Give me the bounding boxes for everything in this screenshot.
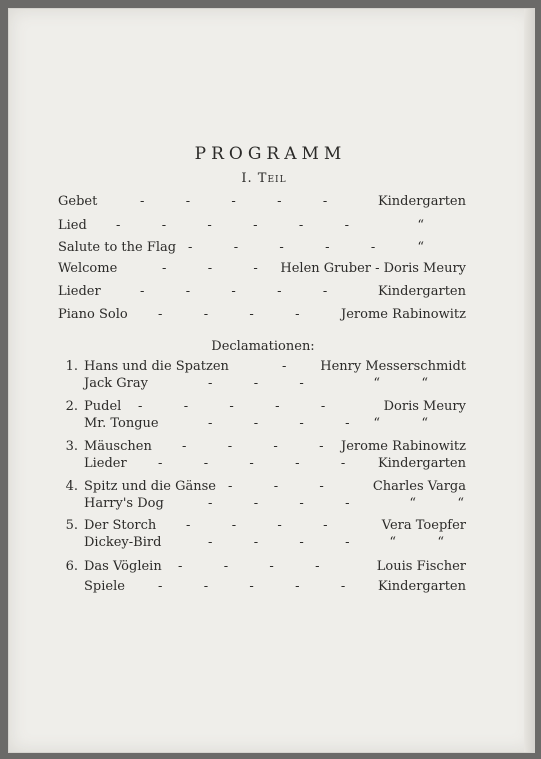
declamation-performer: Vera Toepfer	[381, 518, 466, 533]
program-row	[58, 261, 466, 279]
declamation-item: Hans und die Spatzen	[84, 359, 229, 374]
program-row	[58, 240, 424, 258]
declamation-row	[62, 359, 466, 377]
declamation-performer: Jerome Rabinowitz	[341, 439, 466, 454]
leader-dashes: - - -	[162, 261, 258, 276]
declamation-performer: Louis Fischer	[376, 559, 466, 574]
program-item: Salute to the Flag	[58, 240, 177, 255]
program-item: Gebet	[58, 194, 98, 209]
ditto-marks: “ “	[389, 535, 444, 550]
declamation-performer: Charles Varga	[372, 479, 466, 494]
declamation-row	[62, 559, 466, 577]
declamation-performer: Kindergarten	[377, 456, 466, 471]
declamation-number: 1.	[65, 359, 78, 374]
leader-dashes: - - - - -	[140, 284, 328, 299]
declamation-subrow	[84, 416, 428, 434]
declamation-item: Das Vöglein	[84, 559, 162, 574]
declamation-item: Dickey-Bird	[84, 535, 162, 550]
declamation-item: Der Storch	[84, 518, 157, 533]
leader-dashes: - - - - -	[138, 399, 326, 414]
ditto-marks: “ “	[373, 416, 428, 431]
declamation-subrow	[84, 579, 466, 597]
ditto-marks: “ “	[373, 376, 428, 391]
leader-dashes: -	[282, 359, 287, 374]
declamation-row	[62, 518, 466, 536]
program-performer: Kindergarten	[377, 284, 466, 299]
declamation-item: Mr. Tongue	[84, 416, 159, 431]
leader-dashes: - - - -	[158, 307, 300, 322]
declamation-number: 6.	[65, 559, 78, 574]
program-item: Lieder	[58, 284, 101, 299]
declamation-subrow	[84, 376, 428, 394]
leader-dashes: - - - - -	[140, 194, 328, 209]
leader-dashes: - - - -	[186, 518, 328, 533]
declamation-row	[62, 439, 466, 457]
declamation-row	[62, 479, 466, 497]
declamation-item: Spitz und die Gänse	[84, 479, 216, 494]
declamation-number: 4.	[65, 479, 78, 494]
leader-dashes: - - - - -	[158, 456, 346, 471]
program-row	[58, 194, 466, 212]
declamation-item: Mäuschen	[84, 439, 152, 454]
declamation-item: Spiele	[84, 579, 125, 594]
declamation-subrow	[84, 456, 466, 474]
leader-dashes: - - - -	[208, 535, 350, 550]
program-item: Welcome	[58, 261, 118, 276]
ditto-marks: “ “	[409, 496, 464, 511]
program-performer: Jerome Rabinowitz	[341, 307, 466, 322]
leader-dashes: - - - -	[178, 559, 320, 574]
declamation-performer: Doris Meury	[383, 399, 466, 414]
declamation-subrow	[84, 496, 464, 514]
program-item: Piano Solo	[58, 307, 128, 322]
leader-dashes: - - - -	[208, 416, 350, 431]
declamation-performer: Kindergarten	[377, 579, 466, 594]
leader-dashes: - - - - -	[158, 579, 346, 594]
program-performer: Kindergarten	[377, 194, 466, 209]
leader-dashes: - - - - - -	[116, 218, 349, 233]
program-performer: “	[417, 218, 424, 233]
declamations-heading: Declamationen:	[211, 339, 315, 354]
declamation-item: Lieder	[84, 456, 127, 471]
declamation-item: Jack Gray	[84, 376, 148, 391]
part-heading: I. Teil	[241, 171, 287, 186]
leader-dashes: - - - - -	[188, 240, 376, 255]
leader-dashes: - - -	[208, 376, 304, 391]
declamation-row	[62, 399, 466, 417]
declamation-number: 3.	[65, 439, 78, 454]
declamation-subrow	[84, 535, 444, 553]
declamation-number: 5.	[65, 518, 78, 533]
program-row	[58, 284, 466, 302]
declamation-item: Harry's Dog	[84, 496, 164, 511]
leader-dashes: - - - -	[208, 496, 350, 511]
program-row	[58, 307, 466, 325]
declamation-item: Pudel	[84, 399, 122, 414]
program-title: PROGRAMM	[194, 144, 347, 164]
program-performer: “	[417, 240, 424, 255]
leader-dashes: - - -	[228, 479, 324, 494]
leader-dashes: - - - -	[182, 439, 324, 454]
program-item: Lied	[58, 218, 87, 233]
program-performer: Helen Gruber - Doris Meury	[280, 261, 466, 276]
program-row	[58, 218, 424, 236]
page-spine	[524, 9, 534, 752]
declamation-number: 2.	[65, 399, 78, 414]
declamation-performer: Henry Messerschmidt	[320, 359, 466, 374]
